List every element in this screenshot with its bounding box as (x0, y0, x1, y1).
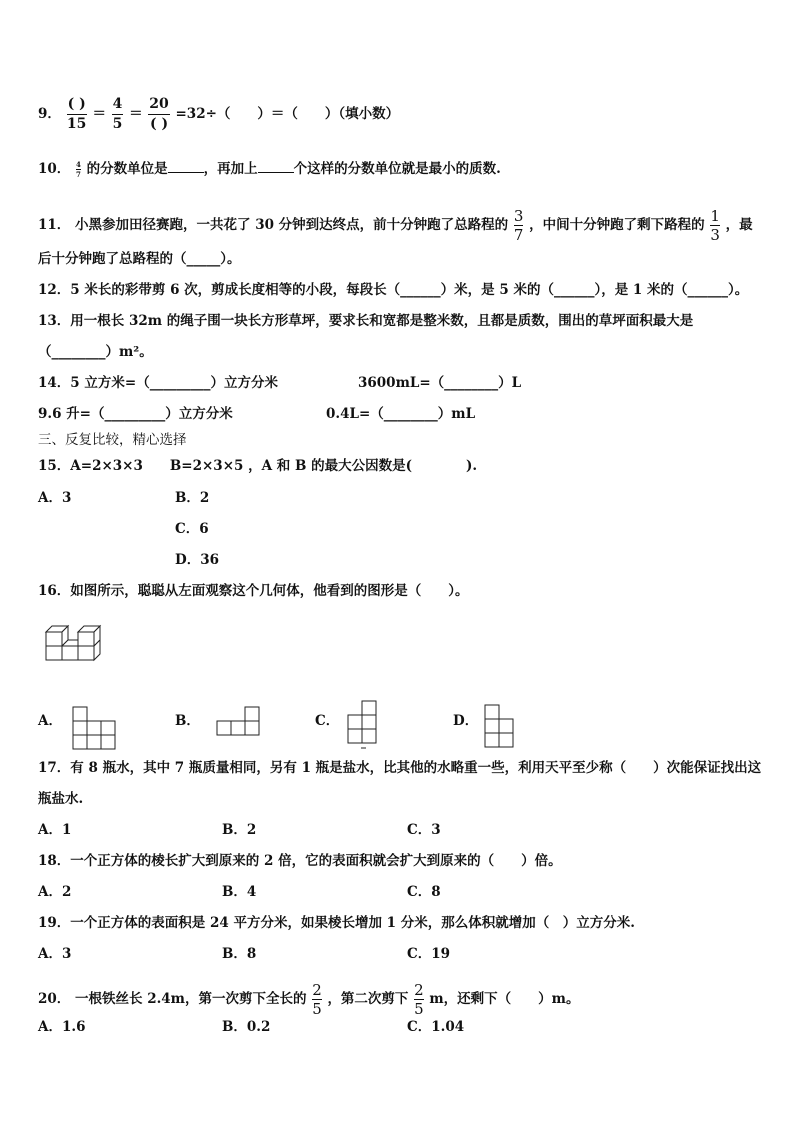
question-18: 18．一个正方体的棱长扩大到原来的 2 倍，它的表面积就会扩大到原来的（ ）倍。 (38, 853, 562, 869)
question-number: 10． (38, 161, 71, 177)
answer-blank[interactable] (258, 160, 294, 173)
fraction: $\frac{4}{7}$ (76, 160, 81, 179)
option-c[interactable]: C．8 (407, 884, 441, 900)
answer-blank[interactable] (168, 160, 204, 173)
question-text: =32÷（ ）＝（ ）（填小数） (175, 106, 400, 122)
option-c-figure (347, 700, 379, 750)
option-c[interactable]: C．19 (407, 946, 451, 962)
question-14-c: 9.6 升=（_________）立方分米 (38, 406, 233, 422)
question-number: 11． (38, 217, 71, 233)
question-number: 14． (38, 375, 71, 391)
fraction: $\frac{3}{7}$ (513, 207, 524, 244)
question-number: 16． (38, 583, 71, 599)
option-a[interactable]: A．3 (38, 946, 72, 962)
question-number: 9． (38, 106, 61, 122)
question-number: 15． (38, 458, 71, 474)
question-17: 17．有 8 瓶水，其中 7 瓶质量相同，另有 1 瓶是盐水，比其他的水略重一些，利用天平至少称（ ）次能保证找出这 (38, 760, 762, 776)
question-number: 20． (38, 991, 71, 1007)
option-d[interactable]: D． (453, 713, 479, 729)
question-number: 17． (38, 760, 71, 776)
question-9: 9． $\frac{( )}{15}$ ＝ $\frac{4}{5}$ ＝ $\frac{20}{( )}$ =32÷（ ）＝（ ）（填小数） (38, 96, 400, 132)
question-number: 12． (38, 282, 71, 298)
question-11: 11． 小黑参加田径赛跑，一共花了 30 分钟到达终点，前十分钟跑了总路程的 $\frac{3}{7}$ ，中间十分钟跑了剩下路程的 $\frac{1}{3}$ ，最 (38, 207, 753, 244)
question-13: 13．用一根长 32m 的绳子围一块长方形草坪，要求长和宽都是整米数，且都是质数，围出的草坪面积最大是 (38, 313, 694, 329)
option-c[interactable]: C．1.04 (407, 1019, 465, 1035)
option-a[interactable]: A．2 (38, 884, 72, 900)
option-c[interactable]: C．3 (407, 822, 441, 838)
fraction: $\frac{20}{( )}$ (149, 96, 169, 132)
fraction: $\frac{( )}{15}$ (66, 96, 87, 132)
option-a-figure (72, 706, 116, 750)
option-a[interactable]: A．1.6 (38, 1019, 86, 1035)
question-number: 19． (38, 915, 71, 931)
option-b[interactable]: B．2 (222, 822, 257, 838)
cube-figure (44, 624, 104, 674)
question-16: 16．如图所示，聪聪从左面观察这个几何体，他看到的图形是（ ）。 (38, 583, 469, 599)
question-15: 15．A=2×3×3 B=2×3×5 ，A 和 B 的最大公因数是( ). (38, 458, 478, 474)
question-11-line2: 后十分钟跑了总路程的（_____）。 (38, 251, 241, 267)
question-13-line2: （________）m²。 (38, 344, 153, 360)
question-19: 19．一个正方体的表面积是 24 平方分米，如果棱长增加 1 分米，那么体积就增加（ ）立方分米. (38, 915, 635, 931)
fraction: $\frac{4}{5}$ (112, 96, 123, 132)
question-12: 12．5 米长的彩带剪 6 次，剪成长度相等的小段，每段长（______）米，是 5 米的（______），是 1 米的（______）。 (38, 282, 749, 298)
question-14: 14．5 立方米=（_________）立方分米 (38, 375, 278, 391)
option-a[interactable]: A．1 (38, 822, 72, 838)
option-a[interactable]: A． (38, 713, 62, 729)
option-d[interactable]: D．36 (175, 552, 219, 568)
question-17-line2: 瓶盐水. (38, 791, 84, 807)
option-c[interactable]: C．6 (175, 521, 209, 537)
fraction: $\frac{2}{5}$ (312, 981, 322, 1018)
option-a[interactable]: A．3 (38, 490, 72, 506)
option-b[interactable]: B．4 (222, 884, 257, 900)
option-b[interactable]: B．2 (175, 490, 210, 506)
option-d-figure (484, 704, 516, 748)
question-number: 13． (38, 313, 71, 329)
section-heading: 三、反复比较，精心选择 (38, 432, 187, 448)
option-b[interactable]: B．0.2 (222, 1019, 271, 1035)
option-b-figure (216, 706, 260, 736)
option-b[interactable]: B．8 (222, 946, 257, 962)
option-c[interactable]: C． (315, 713, 340, 729)
question-10: 10． $\frac{4}{7}$ 的分数单位是 ，再加上 个这样的分数单位就是最小的质数. (38, 160, 501, 179)
fraction: $\frac{2}{5}$ (414, 981, 424, 1018)
fraction: $\frac{1}{3}$ (710, 207, 720, 244)
question-14-d: 0.4L=（________）mL (326, 406, 476, 422)
option-b[interactable]: B． (175, 713, 200, 729)
question-number: 18． (38, 853, 71, 869)
question-14-b: 3600mL=（________）L (358, 375, 522, 391)
question-20: 20． 一根铁丝长 2.4m，第一次剪下全长的 $\frac{2}{5}$ ，第二次剪下 $\frac{2}{5}$ m，还剩下（ ）m。 (38, 981, 580, 1018)
